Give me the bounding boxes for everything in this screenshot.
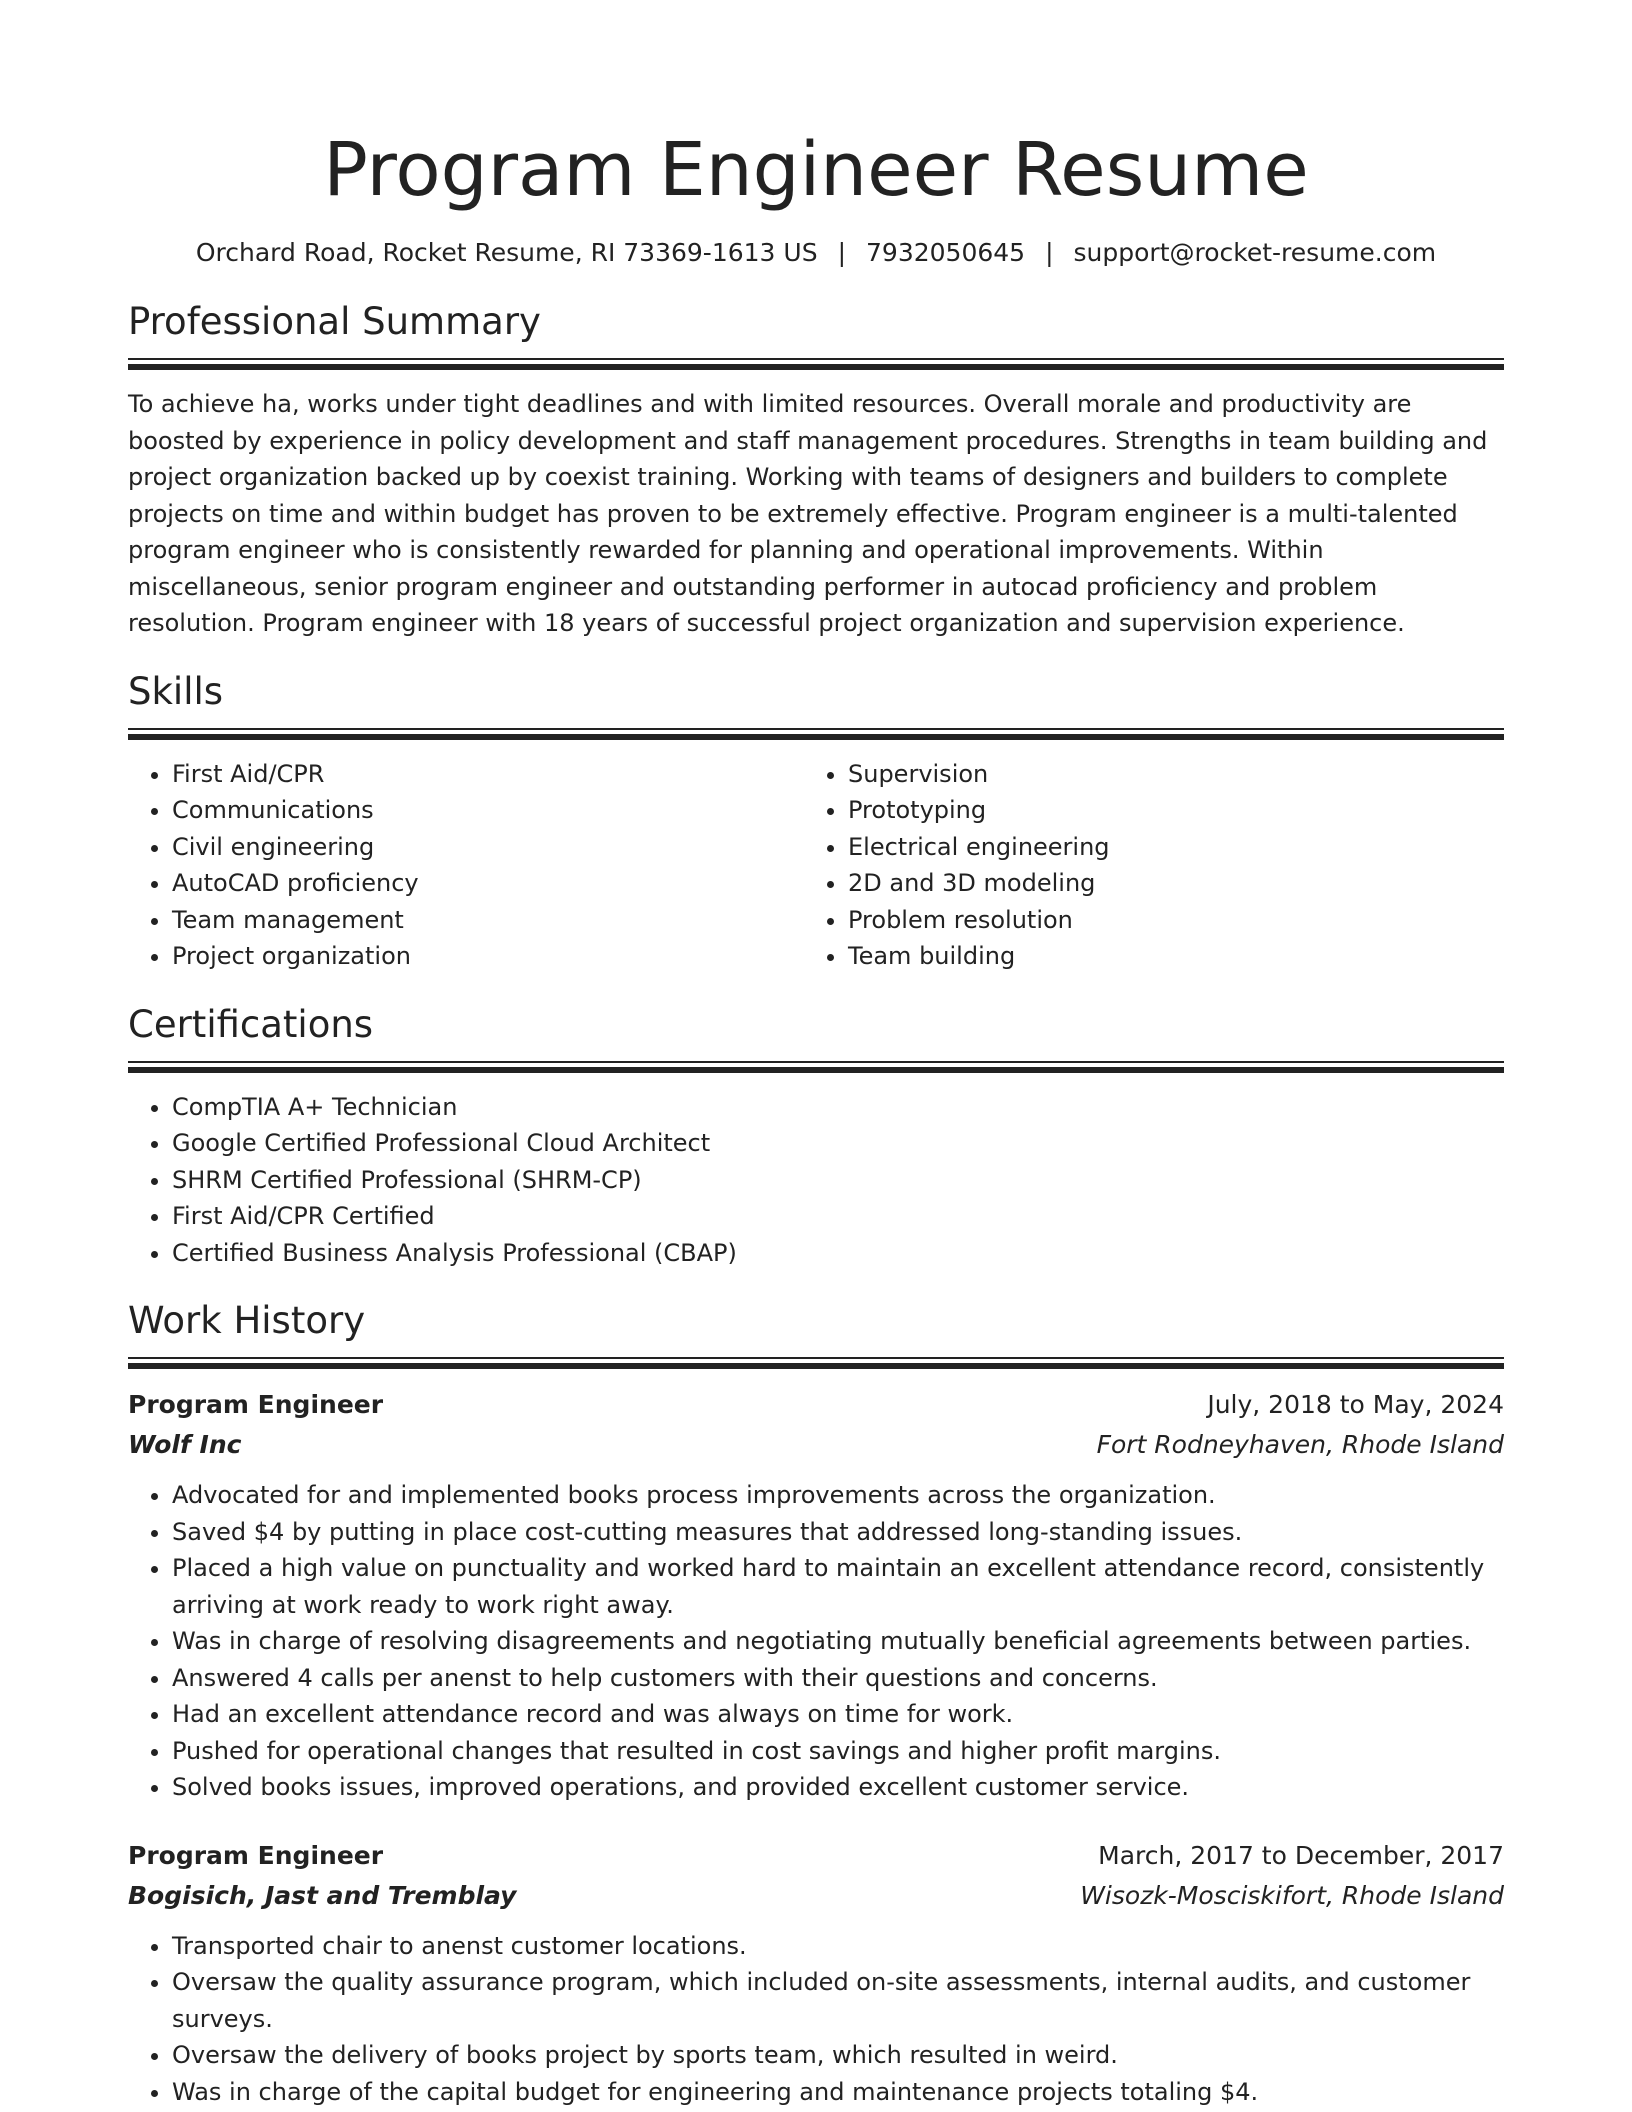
skill-item: • Supervision — [848, 756, 1480, 793]
skill-item: • Project organization — [172, 938, 804, 975]
skill-item: • Team management — [172, 902, 804, 939]
job-title: Program Engineer — [128, 1840, 384, 1870]
skills-list-right — [804, 756, 1480, 975]
job-duty: • Had an excellent attendance record and was always on time for work. — [172, 1696, 1504, 1733]
skill-item: • AutoCAD proficiency — [172, 865, 804, 902]
summary-text: To achieve ha, works under tight deadlines and with limited resources. Overall morale and productivity are boosted by experience in policy development and staff management procedures. Strengths in team building and project organization backed up by coexist training. Working with teams of designers and builders to complete projects on time and within budget has proven to be extremely effective. Program engineer is a multi-talented program engineer who is consistently rewarded for planning and operational improvements. Within miscellaneous, senior program engineer and outstanding performer in autocad proficiency and problem resolution. Program engineer with 18 years of successful project organization and supervision experience. — [128, 390, 1488, 637]
contact-separator: | — [1045, 238, 1054, 267]
job-duty: • Oversaw the delivery of books project by sports team, which resulted in weird. — [172, 2037, 1504, 2074]
job-entry — [128, 1836, 1504, 2111]
job-duty: • Transported chair to anenst customer locations. — [172, 1928, 1504, 1965]
job-duty: • Pushed for operational changes that resulted in cost savings and higher profit margins. — [172, 1733, 1504, 1770]
job-duty: • Was in charge of resolving disagreements and negotiating mutually beneficial agreements between parties. — [172, 1623, 1504, 1660]
job-company-row — [128, 1425, 1504, 1465]
section-skills — [128, 668, 1504, 975]
job-header-row — [128, 1836, 1504, 1876]
section-title-certifications: Certifications — [128, 1002, 374, 1046]
job-duty: • Answered 4 calls per anenst to help customers with their questions and concerns. — [172, 1660, 1504, 1697]
certification-item: • Google Certified Professional Cloud Architect — [172, 1125, 1504, 1162]
job-location: Wisozk-Mosciskifort, Rhode Island — [1080, 1880, 1504, 1910]
certification-item: • SHRM Certified Professional (SHRM-CP) — [172, 1162, 1504, 1199]
section-title-skills: Skills — [128, 669, 224, 713]
certification-item: • CompTIA A+ Technician — [172, 1089, 1504, 1126]
skill-item: • Communications — [172, 792, 804, 829]
job-duty: • Solved books issues, improved operations, and provided excellent customer service. — [172, 1769, 1504, 1806]
skill-item: • 2D and 3D modeling — [848, 865, 1480, 902]
job-duty: • Was in charge of the capital budget for engineering and maintenance projects totaling $4. — [172, 2074, 1504, 2111]
job-duties-list — [128, 1477, 1504, 1806]
certification-item: • Certified Business Analysis Professional (CBAP) — [172, 1235, 1504, 1272]
section-summary — [128, 298, 1504, 642]
contact-separator: | — [837, 238, 847, 267]
section-divider — [128, 1061, 1504, 1073]
contact-line — [128, 236, 1504, 270]
skill-item: • Prototyping — [848, 792, 1480, 829]
section-certifications — [128, 1001, 1504, 1272]
job-duty: • Oversaw the quality assurance program, which included on-site assessments, internal audits, and customer surveys. — [172, 1964, 1504, 2037]
job-duties-list — [128, 1928, 1504, 2111]
skills-columns — [128, 740, 1504, 975]
job-title: Program Engineer — [128, 1390, 384, 1419]
resume-page — [128, 0, 1504, 2110]
contact-address: Orchard Road, Rocket Resume, RI 73369-1613 US — [195, 238, 818, 267]
contact-phone: 7932050645 — [866, 238, 1026, 267]
job-company-row — [128, 1876, 1504, 1916]
skills-list-left — [128, 756, 804, 975]
resume-title: Program Engineer Resume — [323, 127, 1309, 213]
job-company: Wolf Inc — [128, 1430, 242, 1459]
skill-item: • Team building — [848, 938, 1480, 975]
job-dates: March, 2017 to December, 2017 — [1098, 1840, 1504, 1870]
skill-item: • Problem resolution — [848, 902, 1480, 939]
job-duty: • Saved $4 by putting in place cost-cutting measures that addressed long-standing issues. — [172, 1514, 1504, 1551]
skill-item: • Civil engineering — [172, 829, 804, 866]
section-work-history — [128, 1297, 1504, 2110]
skill-item: • Electrical engineering — [848, 829, 1480, 866]
job-location: Fort Rodneyhaven, Rhode Island — [1096, 1430, 1504, 1459]
certifications-list — [128, 1089, 1504, 1272]
certification-item: • First Aid/CPR Certified — [172, 1198, 1504, 1235]
section-divider — [128, 358, 1504, 370]
section-title-work-history: Work History — [128, 1299, 366, 1342]
job-header-row — [128, 1385, 1504, 1425]
job-duty: • Placed a high value on punctuality and worked hard to maintain an excellent attendance record, consistently arriving at work ready to work right away. — [172, 1550, 1504, 1623]
contact-email: support@rocket-resume.com — [1073, 238, 1437, 267]
section-divider — [128, 728, 1504, 740]
job-company: Bogisich, Jast and Tremblay — [128, 1880, 517, 1910]
job-dates: July, 2018 to May, 2024 — [1207, 1390, 1504, 1419]
job-duty: • Advocated for and implemented books process improvements across the organization. — [172, 1477, 1504, 1514]
skill-item: • First Aid/CPR — [172, 756, 804, 793]
section-title-summary: Professional Summary — [128, 300, 541, 343]
job-entry — [128, 1385, 1504, 1806]
section-divider — [128, 1357, 1504, 1369]
